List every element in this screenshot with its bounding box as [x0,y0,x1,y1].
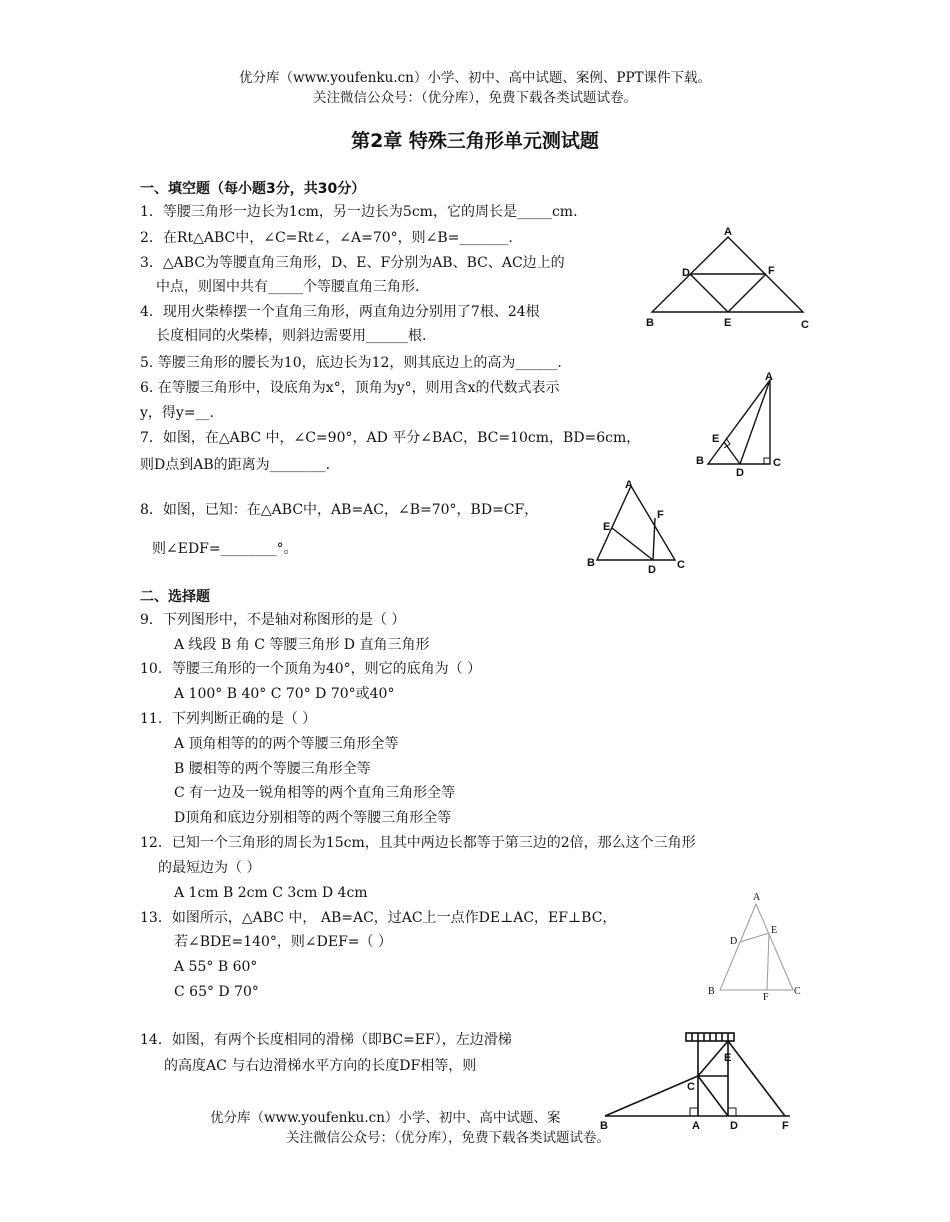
question-11: 11．下列判断正确的是（ ） [140,711,317,727]
question-2: 2．在Rt△ABC中，∠C=Rt∠，∠A=70°，则∠B=_______. [140,230,513,246]
question-12-line-2: 的最短边为（ ） [158,860,261,876]
page-title: 第2章 特殊三角形单元测试题 [351,130,599,152]
fig3-label-b: B [646,317,654,329]
fig3-label-e: E [724,317,732,329]
question-8-line-1: 8．如图，已知：在△ABC中，AB=AC，∠B=70°，BD=CF， [140,502,539,518]
question-11-option-d: D顶角和底边分别相等的两个等腰三角形全等 [174,810,452,826]
question-11-option-c: C 有一边及一锐角相等的两个直角三角形全等 [174,785,456,801]
fig7-label-b: B [696,455,704,467]
question-13-line-2: 若∠BDE=140°，则∠DEF=（ ） [174,934,392,950]
question-14-line-2: 的高度AC 与右边滑梯水平方向的长度DF相等，则 [164,1058,477,1074]
fig14-label-c: C [687,1081,695,1093]
fig7-label-c: C [773,457,781,469]
question-3-line-1: 3．△ABC为等腰直角三角形，D、E、F分别为AB、BC、AC边上的 [140,255,565,271]
figure-q14 [600,1030,800,1135]
fig14-label-f: F [782,1120,789,1132]
question-13-options-cd: C 65° D 70° [174,984,259,1000]
header-line-1: 优分库（www.youfenku.cn）小学、初中、高中试题、案例、PPT课件下载。 [238,70,712,86]
fig13-label-b: B [708,986,715,997]
fig7-label-e: E [712,433,720,445]
fig13-label-f: F [763,992,769,1003]
question-6-line-1: 6. 在等腰三角形中，设底角为x°，顶角为y°，则用含x的代数式表示 [140,380,560,396]
question-7-line-1: 7．如图，在△ABC 中，∠C=90°，AD 平分∠BAC，BC=10cm，BD=6cm， [140,430,641,446]
question-9: 9．下列图形中，不是轴对称图形的是（ ） [140,612,406,628]
question-4-line-1: 4．现用火柴棒摆一个直角三角形，两直角边分别用了7根、24根 [140,304,540,320]
fig3-label-d: D [682,267,690,279]
question-14-line-1: 14．如图，有两个长度相同的滑梯（即BC=EF），左边滑梯 [140,1032,512,1048]
fig13-label-a: A [753,892,761,903]
question-10-options: A 100° B 40° C 70° D 70°或40° [174,686,395,702]
fig8-label-e: E [603,521,611,533]
fig8-label-c: C [677,559,685,571]
question-8-line-2: 则∠EDF=________°。 [152,541,298,557]
fig7-label-a: A [765,371,773,383]
question-12-options: A 1cm B 2cm C 3cm D 4cm [174,885,368,901]
question-13-line-1: 13．如图所示，△ABC 中， AB=AC，过AC上一点作DE⊥AC，EF⊥BC， [140,910,617,926]
figure-q8 [585,478,695,578]
question-13-options-ab: A 55° B 60° [174,959,258,975]
figure-q3 [640,222,820,337]
question-4-line-2: 长度相同的火柴棒，则斜边需要用______根. [156,328,427,344]
question-11-option-a: A 顶角相等的的两个等腰三角形全等 [174,736,399,752]
fig8-label-b: B [587,557,595,569]
question-7-line-2: 则D点到AB的距离为________. [140,457,331,473]
fig13-label-c: C [794,986,801,997]
fig8-label-f: F [657,509,664,521]
fig13-label-e: E [771,925,778,936]
question-11-option-b: B 腰相等的两个等腰三角形全等 [174,761,371,777]
fig8-label-d: D [648,564,656,576]
question-3-line-2: 中点，则图中共有_____个等腰直角三角形. [156,279,420,295]
question-1: 1．等腰三角形一边长为1cm，另一边长为5cm，它的周长是_____cm. [140,204,578,220]
footer-line-1: 优分库（www.youfenku.cn）小学、初中、高中试题、案 [210,1110,561,1126]
question-12-line-1: 12．已知一个三角形的周长为15cm，且其中两边长都等于第三边的2倍，那么这个三角形 [140,835,696,851]
fig14-label-e: E [724,1052,732,1064]
fig3-label-f: F [768,265,775,277]
header-line-2: 关注微信公众号：（优分库），免费下载各类试题试卷。 [313,90,637,106]
figure-q13 [705,888,810,1003]
fig3-label-a: A [724,226,732,238]
section-1-heading: 一、填空题（每小题3分，共30分） [140,181,366,197]
question-9-options: A 线段 B 角 C 等腰三角形 D 直角三角形 [174,637,430,653]
fig14-label-d: D [730,1120,738,1132]
fig8-label-a: A [625,479,633,491]
fig13-label-d: D [730,936,738,947]
fig14-label-b: B [600,1120,608,1132]
fig3-label-c: C [801,319,809,331]
question-5: 5. 等腰三角形的腰长为10，底边长为12，则其底边上的高为______. [140,355,562,371]
question-10: 10．等腰三角形的一个顶角为40°，则它的底角为（ ） [140,661,482,677]
question-6-line-2: y，得y=__. [140,405,214,421]
fig14-label-a: A [692,1120,700,1132]
footer-line-2: 关注微信公众号：（优分库），免费下载各类试题试卷。 [286,1130,610,1146]
figure-q7 [690,370,790,480]
fig7-label-d: D [736,467,744,479]
section-2-heading: 二、选择题 [140,589,210,605]
